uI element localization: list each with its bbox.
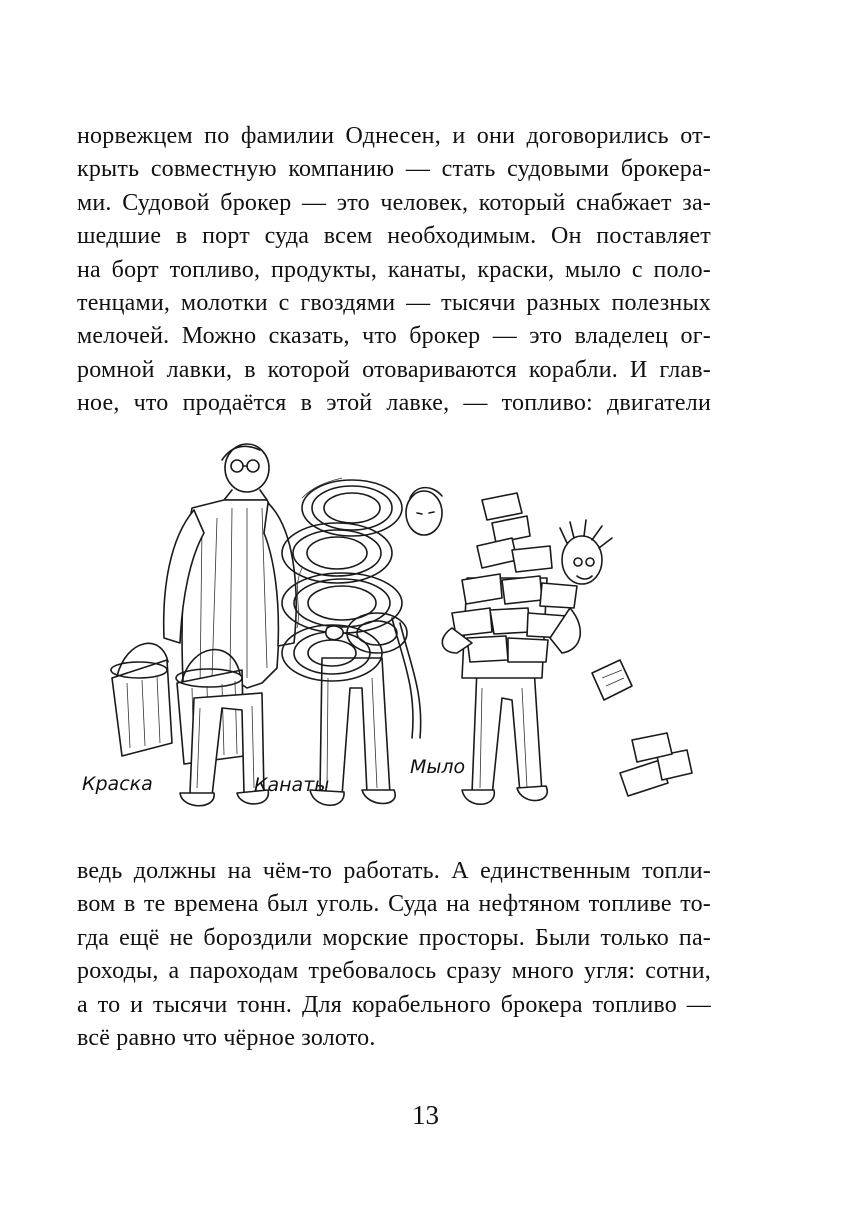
text-line: тенцами, молотки с гвоздями — тысячи разных полезных xyxy=(77,290,711,317)
text-line: крыть совместную компанию — стать судовыми брокера- xyxy=(77,156,711,183)
man-with-soap xyxy=(442,493,612,804)
text-line: ное, что продаётся в этой лавке, — топливо: двигатели xyxy=(77,390,711,417)
paragraph-bottom xyxy=(77,855,711,1055)
text-line: на борт топливо, продукты, канаты, краски, мыло с поло- xyxy=(77,256,711,283)
text-line: роходы, а пароходам требовалось сразу много угля: сотни, xyxy=(77,958,711,985)
text-line: ведь должны на чём-то работать. А единственным топли- xyxy=(77,858,711,884)
caption-ropes: Канаты xyxy=(254,774,330,796)
text-line: вом в те времена был уголь. Суда на нефтяном топливе то- xyxy=(77,891,711,918)
soap-pile xyxy=(620,733,692,796)
text-line: норвежцем по фамилии Однесен, и они договорились от- xyxy=(77,123,711,149)
caption-soap: Мыло xyxy=(410,756,466,778)
paragraph-top xyxy=(77,120,711,421)
page-number: 13 xyxy=(412,1100,439,1130)
text-line: а то и тысячи тонн. Для корабельного брокера топливо — xyxy=(77,991,711,1018)
text-line: шедшие в порт суда всем необходимым. Он поставляет xyxy=(77,223,711,250)
rope-coils xyxy=(282,478,407,681)
text-line: всё равно что чёрное золото. xyxy=(77,1025,376,1052)
text-line: мелочей. Можно сказать, что брокер — это владелец ог- xyxy=(77,323,711,350)
text-line: ромной лавки, в которой отовариваются корабли. И глав- xyxy=(77,356,711,383)
illustration-three-men-carrying-goods xyxy=(72,438,712,833)
falling-soap-bar xyxy=(592,660,632,700)
man-with-paint-buckets xyxy=(111,444,296,806)
caption-paint: Краска xyxy=(82,773,153,795)
text-line: гда ещё не бороздили морские просторы. Были только па- xyxy=(77,924,711,951)
text-line: ми. Судовой брокер — это человек, который снабжает за- xyxy=(77,189,711,216)
